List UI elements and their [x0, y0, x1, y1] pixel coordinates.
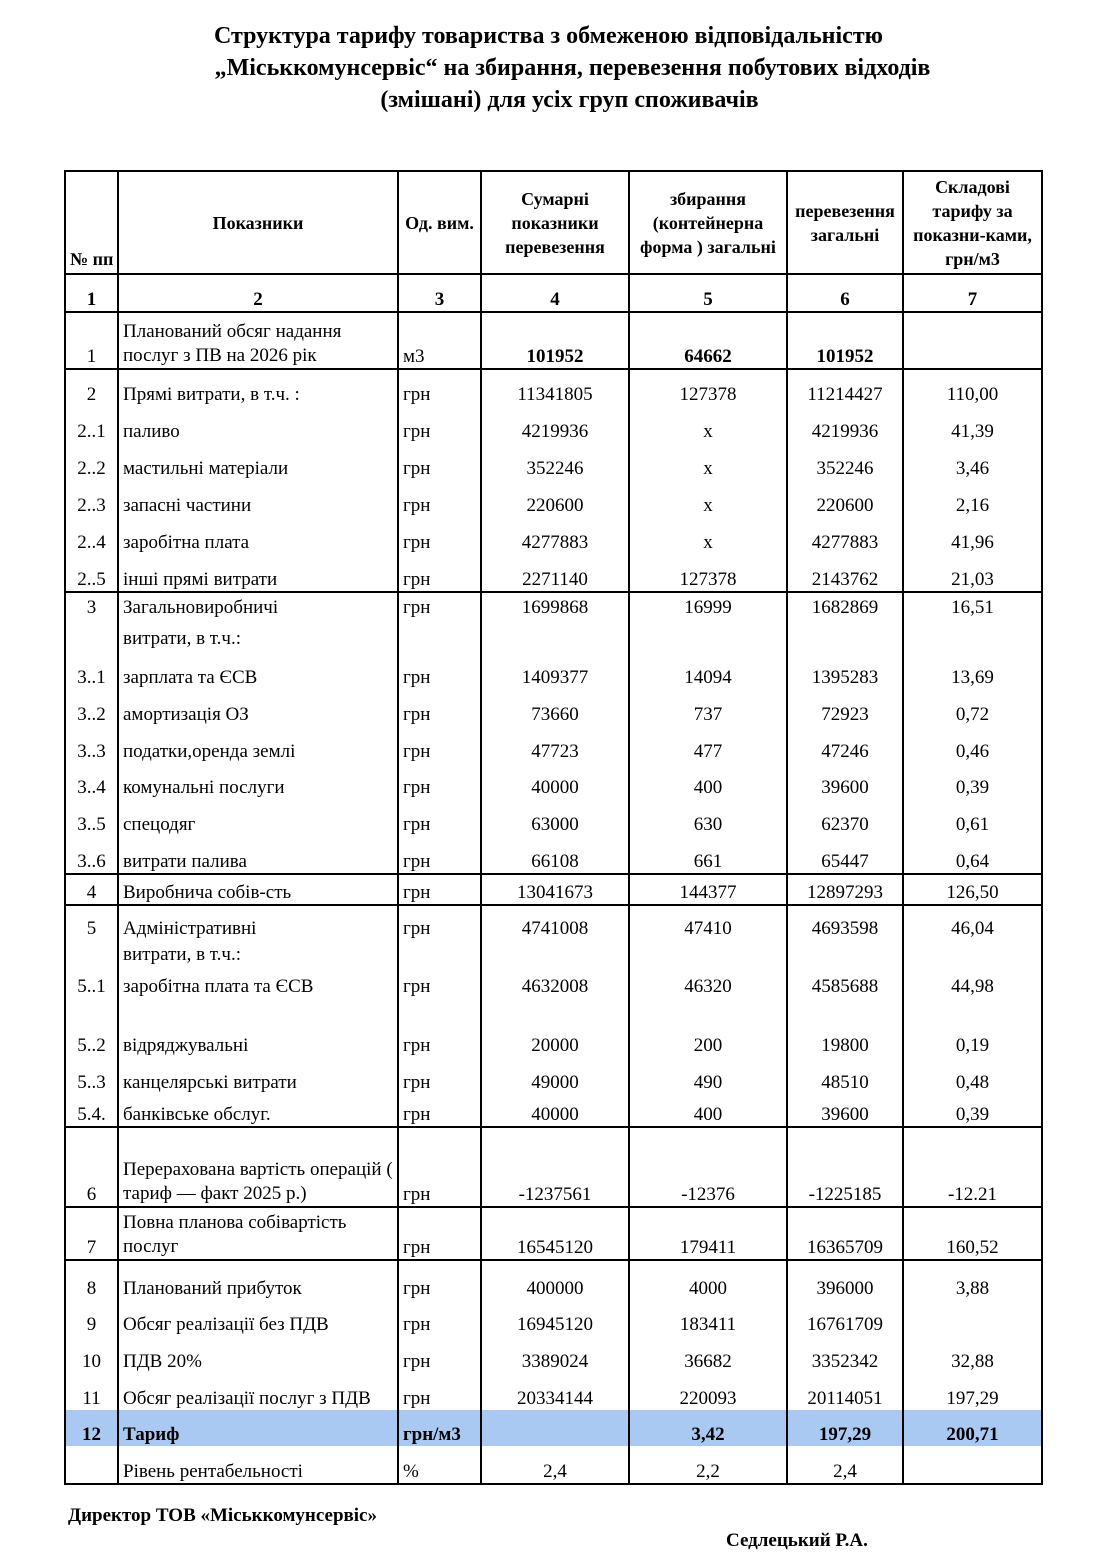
- col-number: 1: [65, 274, 118, 312]
- table-row: [65, 406, 1042, 443]
- row-total: 220600: [481, 480, 629, 517]
- row-num: 4: [65, 874, 118, 905]
- row-transport: 20114051: [787, 1373, 903, 1410]
- row-unit: грн: [398, 443, 481, 480]
- row-total: 40000: [481, 763, 629, 799]
- row-transport: 62370: [787, 799, 903, 836]
- row-tariff: 200,71: [903, 1410, 1042, 1446]
- row-total: 66108: [481, 836, 629, 874]
- row-name: зарплата та ЄСВ: [118, 650, 398, 689]
- row-total: 352246: [481, 443, 629, 480]
- row-num: 2..5: [65, 554, 118, 592]
- row-tariff: 197,29: [903, 1373, 1042, 1410]
- row-unit: грн: [398, 369, 481, 406]
- row-name: банківське обслуг.: [118, 1094, 398, 1127]
- row-name: Загальновиробничі: [118, 592, 398, 619]
- row-name: податки,оренда землі: [118, 726, 398, 763]
- row-tariff: 0,48: [903, 1057, 1042, 1094]
- table-row: [65, 1373, 1042, 1410]
- row-collection: 400: [629, 763, 787, 799]
- row-collection: 16999: [629, 592, 787, 619]
- table-row: [65, 650, 1042, 689]
- row-tariff: [903, 1446, 1042, 1484]
- row-unit: грн: [398, 406, 481, 443]
- row-collection: х: [629, 443, 787, 480]
- row-transport: 39600: [787, 763, 903, 799]
- row-transport: 352246: [787, 443, 903, 480]
- row-total: -1237561: [481, 1127, 629, 1207]
- row-collection: 477: [629, 726, 787, 763]
- row-transport: 197,29: [787, 1410, 903, 1446]
- row-tariff: 2,16: [903, 480, 1042, 517]
- row-tariff: 3,88: [903, 1260, 1042, 1300]
- header-num: № пп: [65, 171, 118, 274]
- row-tariff: 0,46: [903, 726, 1042, 763]
- row-total: 13041673: [481, 874, 629, 905]
- table-row: [65, 998, 1042, 1057]
- row-collection: х: [629, 480, 787, 517]
- row-name: комунальні послуги: [118, 763, 398, 799]
- row-name: відряджувальні: [118, 998, 398, 1057]
- row-total: 40000: [481, 1094, 629, 1127]
- row-name: Обсяг реалізації без ПДВ: [118, 1300, 398, 1336]
- table-row: [65, 554, 1042, 592]
- row-name: паливо: [118, 406, 398, 443]
- row-transport: 39600: [787, 1094, 903, 1127]
- row-tariff: 21,03: [903, 554, 1042, 592]
- col-number: 3: [398, 274, 481, 312]
- row-num: 5..1: [65, 966, 118, 998]
- row-collection: 144377: [629, 874, 787, 905]
- row-unit: грн: [398, 998, 481, 1057]
- row-num: 8: [65, 1260, 118, 1300]
- row-transport: 1682869: [787, 592, 903, 619]
- table-row: [65, 1094, 1042, 1127]
- row-collection: 630: [629, 799, 787, 836]
- row-collection: -12376: [629, 1127, 787, 1207]
- row-name: інші прямі витрати: [118, 554, 398, 592]
- row-unit: грн: [398, 1127, 481, 1207]
- row-unit: грн: [398, 1057, 481, 1094]
- row-total: 2271140: [481, 554, 629, 592]
- document-title: [0, 20, 1107, 116]
- row-unit: грн: [398, 763, 481, 799]
- row-transport: 2143762: [787, 554, 903, 592]
- row-tariff: 0,64: [903, 836, 1042, 874]
- row-name-line-2: витрати, в т.ч.:: [118, 619, 398, 650]
- row-tariff: [903, 1300, 1042, 1336]
- row-name: мастильні матеріали: [118, 443, 398, 480]
- row-total: 16545120: [481, 1207, 629, 1260]
- col-number: 5: [629, 274, 787, 312]
- tariff-structure-table: [64, 170, 1043, 1485]
- row-name: витрати палива: [118, 836, 398, 874]
- row-transport: 47246: [787, 726, 903, 763]
- header-unit: Од. вим.: [398, 171, 481, 274]
- row-transport: 11214427: [787, 369, 903, 406]
- row-transport: 72923: [787, 689, 903, 726]
- row-num: 5..2: [65, 998, 118, 1057]
- row-name: заробітна плата: [118, 517, 398, 554]
- row-transport: 16761709: [787, 1300, 903, 1336]
- table-row: [65, 905, 1042, 940]
- row-num: 3..6: [65, 836, 118, 874]
- table-row: [65, 592, 1042, 619]
- table-row: [65, 443, 1042, 480]
- row-tariff: 13,69: [903, 650, 1042, 689]
- row-total: 400000: [481, 1260, 629, 1300]
- row-total: 20334144: [481, 1373, 629, 1410]
- row-unit: грн: [398, 480, 481, 517]
- row-transport: 4277883: [787, 517, 903, 554]
- row-transport: 16365709: [787, 1207, 903, 1260]
- row-tariff: 41,39: [903, 406, 1042, 443]
- row-tariff: 16,51: [903, 592, 1042, 619]
- row-tariff: -12.21: [903, 1127, 1042, 1207]
- row-total: 101952: [481, 312, 629, 369]
- row-collection: 47410: [629, 905, 787, 940]
- row-num: 3..2: [65, 689, 118, 726]
- table-row: [65, 1260, 1042, 1300]
- row-unit: грн: [398, 1260, 481, 1300]
- row-collection: 36682: [629, 1336, 787, 1373]
- row-name: запасні частини: [118, 480, 398, 517]
- row-tariff: 46,04: [903, 905, 1042, 940]
- row-transport: 3352342: [787, 1336, 903, 1373]
- row-collection: 737: [629, 689, 787, 726]
- header-indicators: Показники: [118, 171, 398, 274]
- table-row: [65, 726, 1042, 763]
- row-tariff: 0,19: [903, 998, 1042, 1057]
- table-row: [65, 689, 1042, 726]
- row-unit: грн: [398, 1094, 481, 1127]
- table-row: [65, 312, 1042, 369]
- row-total: 11341805: [481, 369, 629, 406]
- row-num: 3..3: [65, 726, 118, 763]
- row-transport: 220600: [787, 480, 903, 517]
- row-name: Обсяг реалізації послуг з ПДВ: [118, 1373, 398, 1410]
- row-transport: 4219936: [787, 406, 903, 443]
- row-tariff: 44,98: [903, 966, 1042, 998]
- row-collection: 14094: [629, 650, 787, 689]
- title-line-2: „Міськкомунсервіс“ на збирання, перевезення побутових відходів: [214, 55, 931, 81]
- row-collection: 3,42: [629, 1410, 787, 1446]
- row-total: 47723: [481, 726, 629, 763]
- row-unit: грн: [398, 799, 481, 836]
- col-number: 6: [787, 274, 903, 312]
- row-unit: грн: [398, 1336, 481, 1373]
- row-num: 3..1: [65, 650, 118, 689]
- header-total: Сумарні показники перевезення: [481, 171, 629, 274]
- col-number: 2: [118, 274, 398, 312]
- row-total: 1699868: [481, 592, 629, 619]
- title-line-3: (змішані) для усіх груп споживачів: [380, 87, 759, 113]
- column-number-row: [65, 274, 1042, 312]
- row-transport: 48510: [787, 1057, 903, 1094]
- row-collection: 127378: [629, 369, 787, 406]
- table-row: [65, 369, 1042, 406]
- row-total: [481, 1410, 629, 1446]
- row-collection: 661: [629, 836, 787, 874]
- row-unit: грн: [398, 836, 481, 874]
- row-transport: 19800: [787, 998, 903, 1057]
- row-total: 4277883: [481, 517, 629, 554]
- row-name: Виробнича собів-сть: [118, 874, 398, 905]
- table-row: [65, 1446, 1042, 1484]
- row-num: 9: [65, 1300, 118, 1336]
- table-row: [65, 763, 1042, 799]
- table-row-continuation: [65, 619, 1042, 650]
- row-total: 20000: [481, 998, 629, 1057]
- row-num: 11: [65, 1373, 118, 1410]
- tariff-row: [65, 1410, 1042, 1446]
- row-total: 3389024: [481, 1336, 629, 1373]
- table-header-row: [65, 171, 1042, 274]
- row-unit: грн: [398, 905, 481, 940]
- row-unit: грн: [398, 554, 481, 592]
- row-num: 7: [65, 1207, 118, 1260]
- row-collection: 127378: [629, 554, 787, 592]
- row-total: 4219936: [481, 406, 629, 443]
- row-unit: %: [398, 1446, 481, 1484]
- row-num: 10: [65, 1336, 118, 1373]
- row-num: 5..3: [65, 1057, 118, 1094]
- row-unit: м3: [398, 312, 481, 369]
- row-num: [65, 1446, 118, 1484]
- row-unit: грн: [398, 966, 481, 998]
- row-unit: грн: [398, 592, 481, 619]
- row-transport: 65447: [787, 836, 903, 874]
- row-transport: 12897293: [787, 874, 903, 905]
- col-number: 4: [481, 274, 629, 312]
- row-total: 1409377: [481, 650, 629, 689]
- row-tariff: 160,52: [903, 1207, 1042, 1260]
- table-row: [65, 1336, 1042, 1373]
- signature-name: Седлецький Р.А.: [726, 1530, 868, 1551]
- header-transport: перевезення загальні: [787, 171, 903, 274]
- row-name: ПДВ 20%: [118, 1336, 398, 1373]
- row-collection: 4000: [629, 1260, 787, 1300]
- row-name: Прямі витрати, в т.ч. :: [118, 369, 398, 406]
- row-num: 2..4: [65, 517, 118, 554]
- row-name: Рівень рентабельності: [118, 1446, 398, 1484]
- row-num: 2..2: [65, 443, 118, 480]
- table-row: [65, 1057, 1042, 1094]
- row-name: Адміністративні: [118, 905, 398, 940]
- row-collection: 220093: [629, 1373, 787, 1410]
- row-name: заробітна плата та ЄСВ: [118, 966, 398, 998]
- row-name: канцелярські витрати: [118, 1057, 398, 1094]
- row-name: Перерахована вартість операцій ( тариф — факт 2025 р.): [118, 1127, 398, 1207]
- row-tariff: [903, 312, 1042, 369]
- row-transport: 101952: [787, 312, 903, 369]
- table-row: [65, 517, 1042, 554]
- row-collection: х: [629, 517, 787, 554]
- row-tariff: 0,72: [903, 689, 1042, 726]
- row-tariff: 3,46: [903, 443, 1042, 480]
- row-collection: 200: [629, 998, 787, 1057]
- row-name: Тариф: [118, 1410, 398, 1446]
- row-num: 3..5: [65, 799, 118, 836]
- header-tariff-components: Складові тарифу за показни-ками, грн/м3: [903, 171, 1042, 274]
- row-transport: -1225185: [787, 1127, 903, 1207]
- table-row: [65, 874, 1042, 905]
- row-tariff: 0,39: [903, 1094, 1042, 1127]
- row-name-line-2: витрати, в т.ч.:: [118, 940, 398, 966]
- table-row: [65, 799, 1042, 836]
- row-tariff: 0,61: [903, 799, 1042, 836]
- row-num: 1: [65, 312, 118, 369]
- row-tariff: 32,88: [903, 1336, 1042, 1373]
- row-unit: грн: [398, 1207, 481, 1260]
- row-transport: 4585688: [787, 966, 903, 998]
- row-collection: 183411: [629, 1300, 787, 1336]
- row-transport: 4693598: [787, 905, 903, 940]
- row-unit: грн: [398, 1300, 481, 1336]
- row-tariff: 41,96: [903, 517, 1042, 554]
- row-num: 3: [65, 592, 118, 619]
- row-total: 49000: [481, 1057, 629, 1094]
- table-row: [65, 480, 1042, 517]
- row-collection: 2,2: [629, 1446, 787, 1484]
- row-transport: 2,4: [787, 1446, 903, 1484]
- row-unit: грн: [398, 689, 481, 726]
- row-num: 6: [65, 1127, 118, 1207]
- row-total: 4632008: [481, 966, 629, 998]
- row-num: 3..4: [65, 763, 118, 799]
- row-num: 2..3: [65, 480, 118, 517]
- row-total: 63000: [481, 799, 629, 836]
- row-unit: грн: [398, 726, 481, 763]
- row-total: 73660: [481, 689, 629, 726]
- title-line-1: Структура тарифу товариства з обмеженою відповідальністю: [214, 23, 883, 49]
- row-name: Планований прибуток: [118, 1260, 398, 1300]
- row-transport: 1395283: [787, 650, 903, 689]
- table-row: [65, 836, 1042, 874]
- row-num: 2..1: [65, 406, 118, 443]
- row-transport: 396000: [787, 1260, 903, 1300]
- row-unit: грн/м3: [398, 1410, 481, 1446]
- table-row: [65, 1300, 1042, 1336]
- row-unit: грн: [398, 1373, 481, 1410]
- row-num: 5.4.: [65, 1094, 118, 1127]
- row-total: 2,4: [481, 1446, 629, 1484]
- row-num: 2: [65, 369, 118, 406]
- table-row: [65, 966, 1042, 998]
- table-row-continuation: [65, 940, 1042, 966]
- row-tariff: 0,39: [903, 763, 1042, 799]
- col-number: 7: [903, 274, 1042, 312]
- row-name: Планований обсяг надання послуг з ПВ на 2026 рік: [118, 312, 398, 369]
- table-row: [65, 1207, 1042, 1260]
- row-name: Повна планова собівартість послуг: [118, 1207, 398, 1260]
- row-collection: х: [629, 406, 787, 443]
- row-num: 5: [65, 905, 118, 940]
- row-collection: 64662: [629, 312, 787, 369]
- header-collection: збирання (контейнерна форма ) загальні: [629, 171, 787, 274]
- row-tariff: 126,50: [903, 874, 1042, 905]
- row-unit: грн: [398, 650, 481, 689]
- row-unit: грн: [398, 517, 481, 554]
- row-name: амортизація ОЗ: [118, 689, 398, 726]
- row-total: 4741008: [481, 905, 629, 940]
- row-name: спецодяг: [118, 799, 398, 836]
- row-collection: 400: [629, 1094, 787, 1127]
- row-collection: 490: [629, 1057, 787, 1094]
- row-total: 16945120: [481, 1300, 629, 1336]
- row-num: 12: [65, 1410, 118, 1446]
- signature-position: Директор ТОВ «Міськкомунсервіс»: [68, 1505, 377, 1526]
- row-unit: грн: [398, 874, 481, 905]
- row-tariff: 110,00: [903, 369, 1042, 406]
- row-collection: 179411: [629, 1207, 787, 1260]
- row-collection: 46320: [629, 966, 787, 998]
- table-row: [65, 1127, 1042, 1207]
